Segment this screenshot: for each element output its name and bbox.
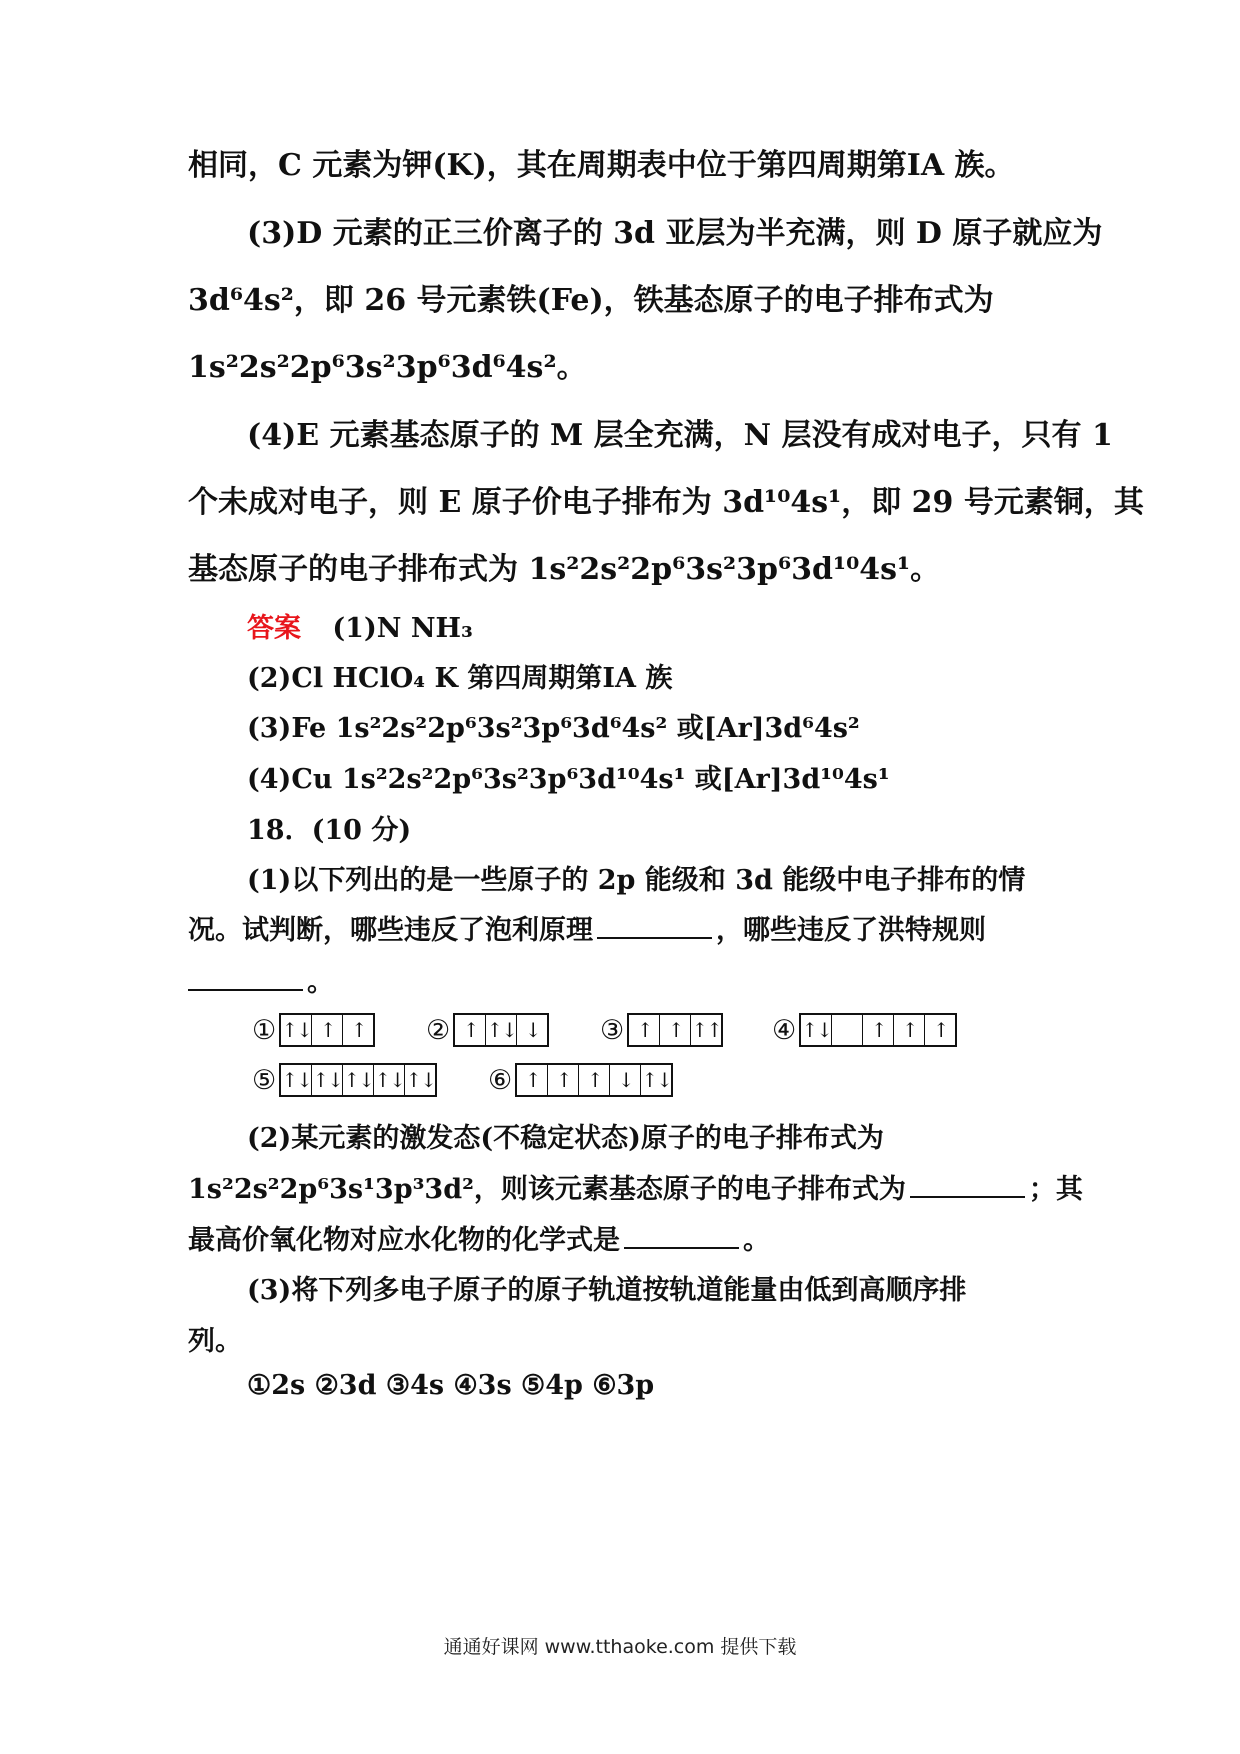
orbital-diagram-5 — [252, 1063, 437, 1097]
orbital-box: ↑ — [455, 1015, 486, 1045]
orbital-diagrams — [0, 1013, 1240, 1103]
question-line — [188, 960, 334, 999]
orbital-box: ↑ — [350, 1018, 366, 1042]
answer-blank[interactable] — [624, 1243, 739, 1249]
footer-watermark: 通通好课网 www.tthaoke.com 提供下载 — [443, 1636, 797, 1658]
question-line: (2)某元素的激发态(不稳定状态)原子的电子排布式为 — [247, 1123, 884, 1154]
orbital-diagram-1 — [252, 1013, 375, 1047]
question-text: 。 — [307, 967, 334, 998]
question-text: 。 — [743, 1225, 770, 1256]
answer-1: (1)N NH₃ — [332, 613, 473, 644]
orbital-diagram-6 — [488, 1063, 673, 1097]
orbital-boxes — [279, 1013, 375, 1047]
orbital-label: ⑥ — [488, 1064, 513, 1096]
paragraph-line: 基态原子的电子排布式为 1s²2s²2p⁶3s²3p⁶3d¹⁰4s¹。 — [188, 552, 941, 587]
answer-blank[interactable] — [910, 1192, 1025, 1198]
question-line: (1)以下列出的是一些原子的 2p 能级和 3d 能级中电子排布的情 — [247, 865, 1026, 896]
answer-3: (3)Fe 1s²2s²2p⁶3s²3p⁶3d⁶4s² 或[Ar]3d⁶4s² — [247, 713, 860, 744]
orbital-box: ↑ — [863, 1015, 894, 1045]
paragraph-line: 个未成对电子，则 E 原子价电子排布为 3d¹⁰4s¹，即 29 号元素铜，其 — [188, 485, 1144, 520]
orbital-box: ↑↑ — [691, 1018, 721, 1042]
orbital-boxes — [279, 1063, 437, 1097]
orbital-boxes — [799, 1013, 957, 1047]
orbital-label: ③ — [600, 1014, 625, 1046]
orbital-label: ④ — [772, 1014, 797, 1046]
paragraph-line: (4)E 元素基态原子的 M 层全充满，N 层没有成对电子，只有 1 — [247, 418, 1113, 453]
orbital-box: ↑ — [629, 1015, 660, 1045]
orbital-box: ↑↓ — [801, 1015, 832, 1045]
paragraph-line: 相同，C 元素为钾(K)，其在周期表中位于第四周期第ⅠA 族。 — [188, 148, 1015, 183]
question-line: 列。 — [188, 1326, 242, 1357]
answer-blank[interactable] — [597, 933, 712, 939]
orbital-box: ↑↓ — [281, 1065, 312, 1095]
orbital-box: ↑ — [932, 1018, 948, 1042]
orbital-box: ↑↓ — [405, 1068, 435, 1092]
answer-2: (2)Cl HClO₄ K 第四周期第ⅠA 族 — [247, 663, 673, 694]
orbital-box: ↑↓ — [281, 1015, 312, 1045]
orbital-box: ↑↓ — [343, 1065, 374, 1095]
question-line — [188, 908, 986, 947]
orbital-diagram-4 — [772, 1013, 957, 1047]
orbital-boxes — [627, 1013, 723, 1047]
orbital-box — [832, 1015, 863, 1045]
answer-4: (4)Cu 1s²2s²2p⁶3s²3p⁶3d¹⁰4s¹ 或[Ar]3d¹⁰4s¹ — [247, 764, 890, 795]
orbital-options: ①2s ②3d ③4s ④3s ⑤4p ⑥3p — [247, 1370, 655, 1401]
question-line: (3)将下列多电子原子的原子轨道按轨道能量由低到高顺序排 — [247, 1275, 967, 1306]
question-line — [188, 1218, 770, 1257]
question-text: 况。试判断，哪些违反了泡利原理 — [188, 915, 593, 946]
orbital-diagram-3 — [600, 1013, 723, 1047]
orbital-box: ↑ — [660, 1015, 691, 1045]
paragraph-line: 1s²2s²2p⁶3s²3p⁶3d⁶4s²。 — [188, 350, 587, 385]
orbital-box: ↑↓ — [486, 1015, 517, 1045]
question-text: 最高价氧化物对应水化物的化学式是 — [188, 1225, 620, 1256]
question-header: 18．(10 分) — [247, 815, 412, 846]
orbital-diagram-2 — [426, 1013, 549, 1047]
answer-blank[interactable] — [188, 985, 303, 991]
orbital-box: ↓ — [524, 1018, 540, 1042]
orbital-boxes — [453, 1013, 549, 1047]
orbital-box: ↑ — [548, 1065, 579, 1095]
answer-line-1 — [247, 606, 473, 645]
question-line — [188, 1167, 1083, 1206]
orbital-box: ↑↓ — [641, 1068, 671, 1092]
paragraph-line: 3d⁶4s²，即 26 号元素铁(Fe)，铁基态原子的电子排布式为 — [188, 283, 994, 318]
orbital-box: ↑ — [579, 1065, 610, 1095]
answer-label: 答案 — [247, 613, 301, 644]
question-text: ；其 — [1028, 1174, 1083, 1205]
orbital-boxes — [515, 1063, 673, 1097]
paragraph-line: (3)D 元素的正三价离子的 3d 亚层为半充满，则 D 原子就应为 — [247, 216, 1103, 251]
orbital-box: ↑↓ — [312, 1065, 343, 1095]
orbital-box: ↑ — [312, 1015, 343, 1045]
orbital-label: ② — [426, 1014, 451, 1046]
orbital-box: ↑ — [894, 1015, 925, 1045]
question-text: ，哪些违反了洪特规则 — [716, 915, 986, 946]
orbital-label: ① — [252, 1014, 277, 1046]
orbital-label: ⑤ — [252, 1064, 277, 1096]
orbital-box: ↓ — [610, 1065, 641, 1095]
orbital-box: ↑ — [517, 1065, 548, 1095]
question-text: 1s²2s²2p⁶3s¹3p³3d²，则该元素基态原子的电子排布式为 — [188, 1174, 906, 1205]
orbital-box: ↑↓ — [374, 1065, 405, 1095]
